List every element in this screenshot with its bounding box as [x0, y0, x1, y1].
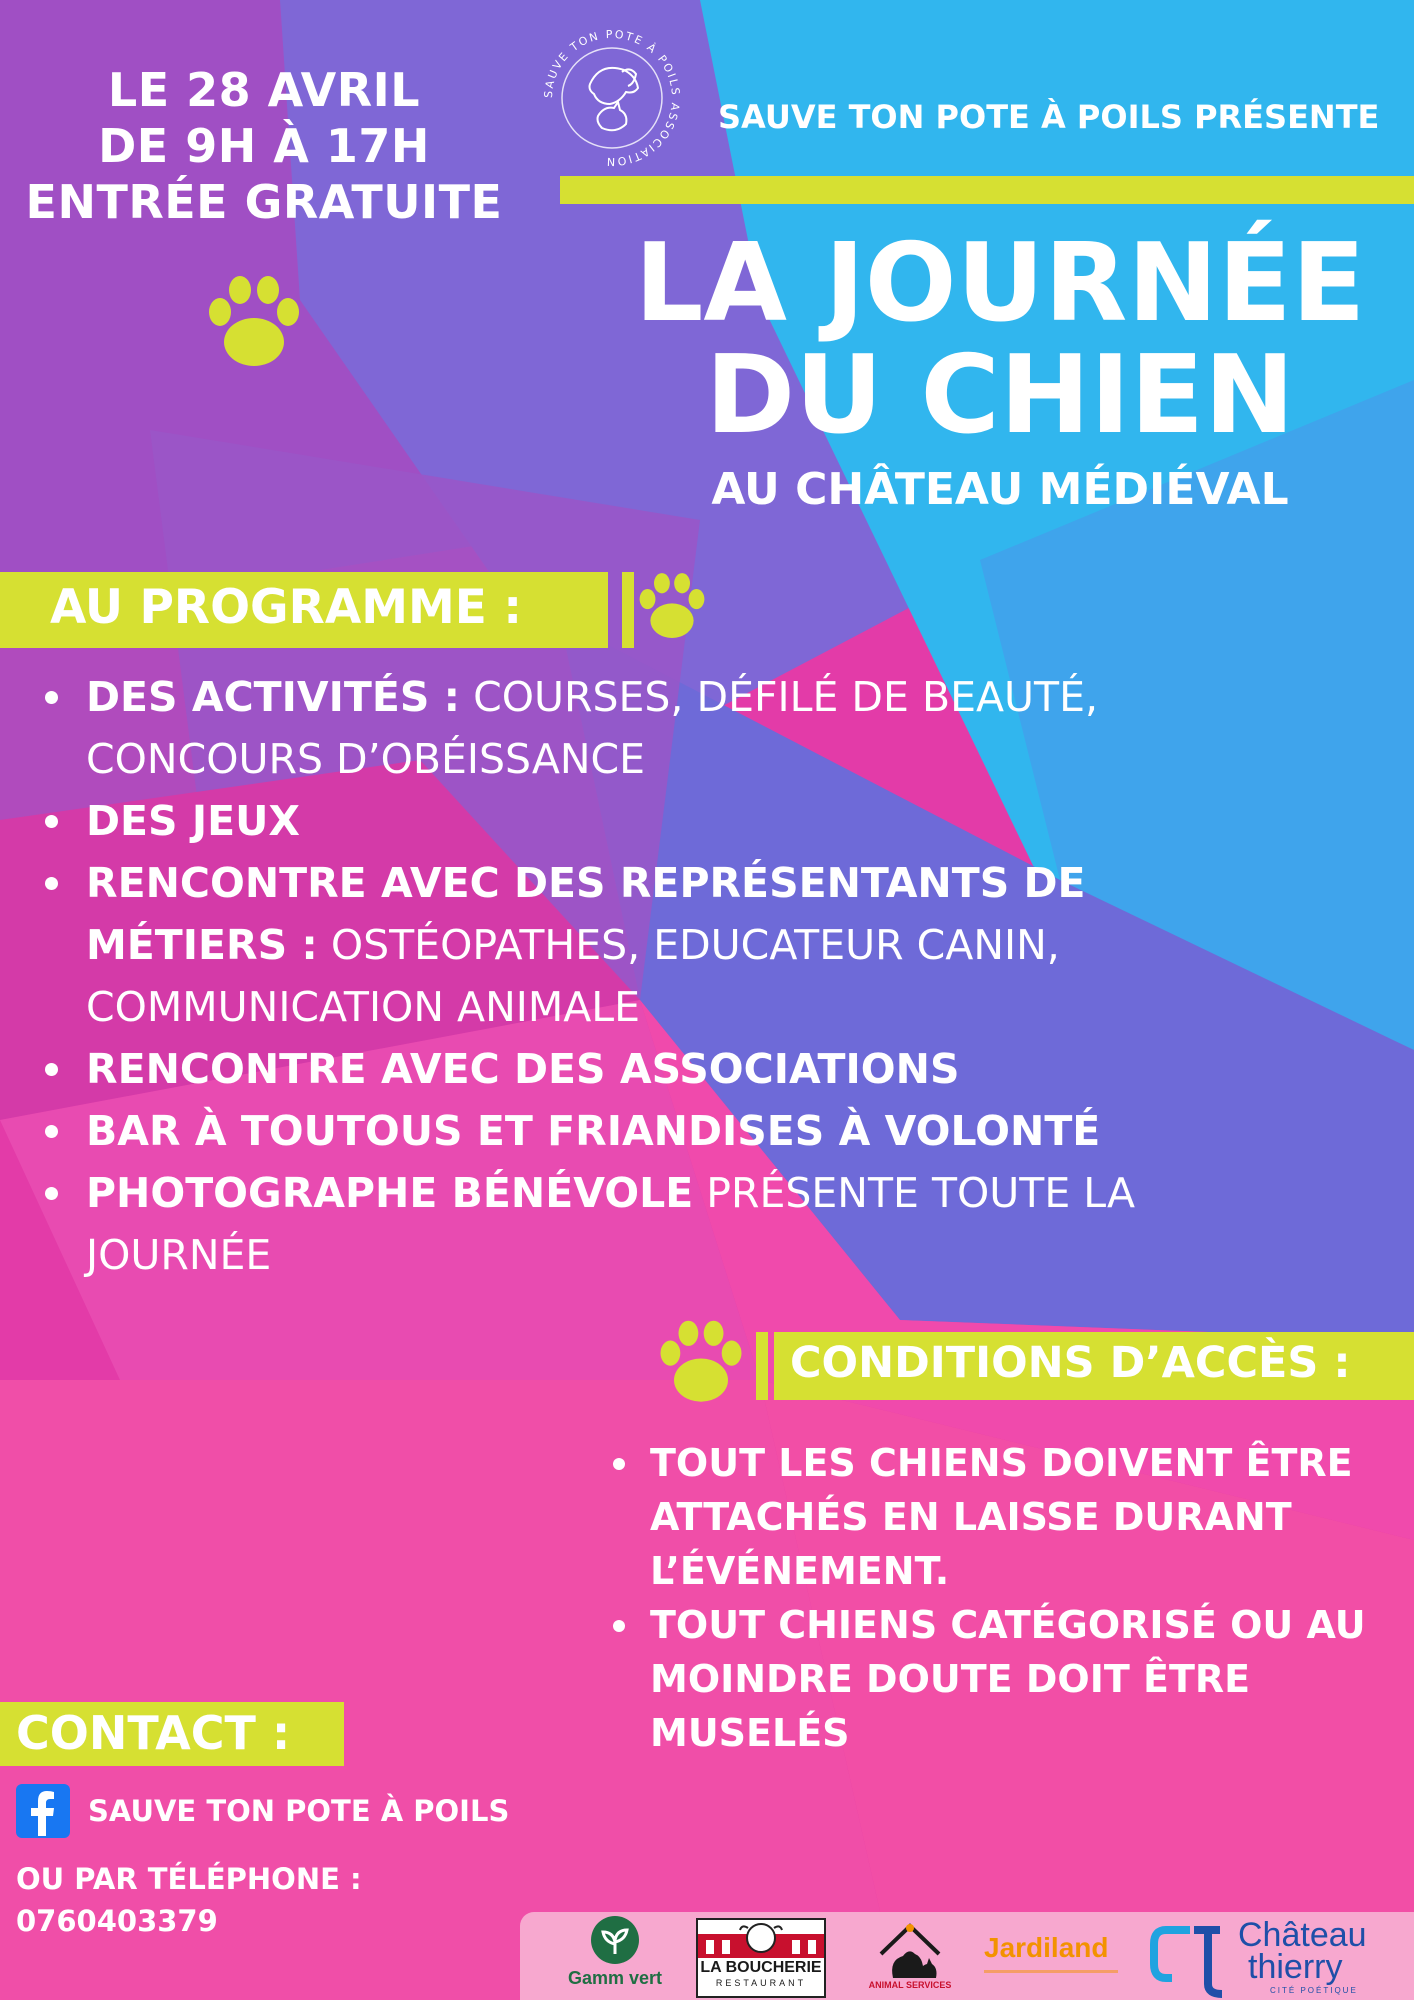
presents-line: SAUVE TON POTE À POILS PRÉSENTE — [718, 98, 1380, 136]
sponsor-jardiland — [984, 1932, 1134, 1973]
programme-item: DES ACTIVITÉS : COURSES, DÉFILÉ DE BEAUTÉ, CONCOURS D’OBÉISSANCE — [40, 666, 1290, 790]
sponsor-chateau-line2: thierry — [1248, 1948, 1343, 1986]
event-title — [585, 221, 1414, 458]
conditions-heading-accent — [756, 1332, 768, 1400]
sponsor-boucherie-label: LA BOUCHERIE — [700, 1959, 822, 1976]
condition-item: TOUT CHIENS CATÉGORISÉ OU AU MOINDRE DOUTE DOIT ÊTRE MUSELÉS — [608, 1598, 1398, 1760]
conditions-heading: CONDITIONS D’ACCÈS : — [790, 1338, 1351, 1388]
conditions-list — [608, 1436, 1398, 1760]
sponsor-animal-services-label: ANIMAL SERVICES — [868, 1980, 952, 1990]
programme-list — [40, 666, 1290, 1286]
title-accent-bar — [560, 176, 1414, 204]
sponsor-jardiland-label: Jardiland — [984, 1932, 1109, 1963]
sponsor-gamm-vert-label: Gamm vert — [567, 1968, 663, 1988]
jardiland-underline — [984, 1970, 1118, 1973]
programme-item: DES JEUX — [40, 790, 1290, 852]
programme-item: BAR À TOUTOUS ET FRIANDISES À VOLONTÉ — [40, 1100, 1290, 1162]
phone-number[interactable]: 0760403379 — [16, 1904, 218, 1938]
sponsor-animal-services — [858, 1920, 962, 1990]
free-entry-label: ENTRÉE GRATUITE — [25, 175, 503, 229]
chateau-thierry-logo-icon — [1150, 1922, 1234, 1998]
sponsor-la-boucherie — [696, 1918, 826, 1998]
facebook-page-link[interactable]: SAUVE TON POTE À POILS — [88, 1794, 510, 1828]
programme-heading-accent — [622, 572, 634, 648]
sponsor-chateau-line1: Château — [1238, 1916, 1367, 1954]
sponsor-chateau-tagline: CITÉ POÉTIQUE — [1270, 1986, 1358, 1995]
dog-cat-house-icon — [875, 1920, 945, 1980]
sponsor-boucherie-sub: RESTAURANT — [715, 1978, 807, 1988]
contact-heading: CONTACT : — [16, 1706, 291, 1760]
paw-print-icon — [656, 1320, 746, 1406]
programme-item: RENCONTRE AVEC DES REPRÉSENTANTS DE MÉTIERS : OSTÉOPATHES, EDUCATEUR CANIN, COMMUNICATION ANIMALE — [40, 852, 1256, 1038]
sponsor-gamm-vert — [560, 1914, 670, 1989]
programme-heading: AU PROGRAMME : — [50, 580, 522, 635]
programme-item: RENCONTRE AVEC DES ASSOCIATIONS — [40, 1038, 1290, 1100]
dog-cat-silhouette-icon — [590, 68, 639, 130]
event-hours: DE 9H À 17H — [98, 119, 430, 173]
programme-item: PHOTOGRAPHE BÉNÉVOLE PRÉSENTE TOUTE LA JOURNÉE — [40, 1162, 1256, 1286]
svg-text:SAUVE TON POTE À POILS ASSOCIA: SAUVE TON POTE À POILS ASSOCIATION — [541, 27, 683, 169]
association-logo — [538, 24, 686, 172]
sponsor-chateau-thierry — [1150, 1916, 1410, 2000]
event-title-line-2: DU CHIEN — [705, 333, 1295, 458]
gamm-vert-leaf-icon — [589, 1914, 641, 1966]
event-subtitle: AU CHÂTEAU MÉDIÉVAL — [711, 464, 1289, 515]
facebook-icon[interactable] — [16, 1784, 70, 1838]
condition-item: TOUT LES CHIENS DOIVENT ÊTRE ATTACHÉS EN LAISSE DURANT L’ÉVÉNEMENT. — [608, 1436, 1398, 1598]
event-title-line-1: LA JOURNÉE — [634, 221, 1366, 346]
paw-print-icon — [636, 572, 708, 642]
cow-head-icon — [698, 1920, 824, 1958]
event-date-block — [0, 62, 528, 230]
phone-label: OU PAR TÉLÉPHONE : — [16, 1862, 362, 1896]
event-date: LE 28 AVRIL — [107, 63, 421, 117]
paw-print-icon — [204, 276, 304, 370]
